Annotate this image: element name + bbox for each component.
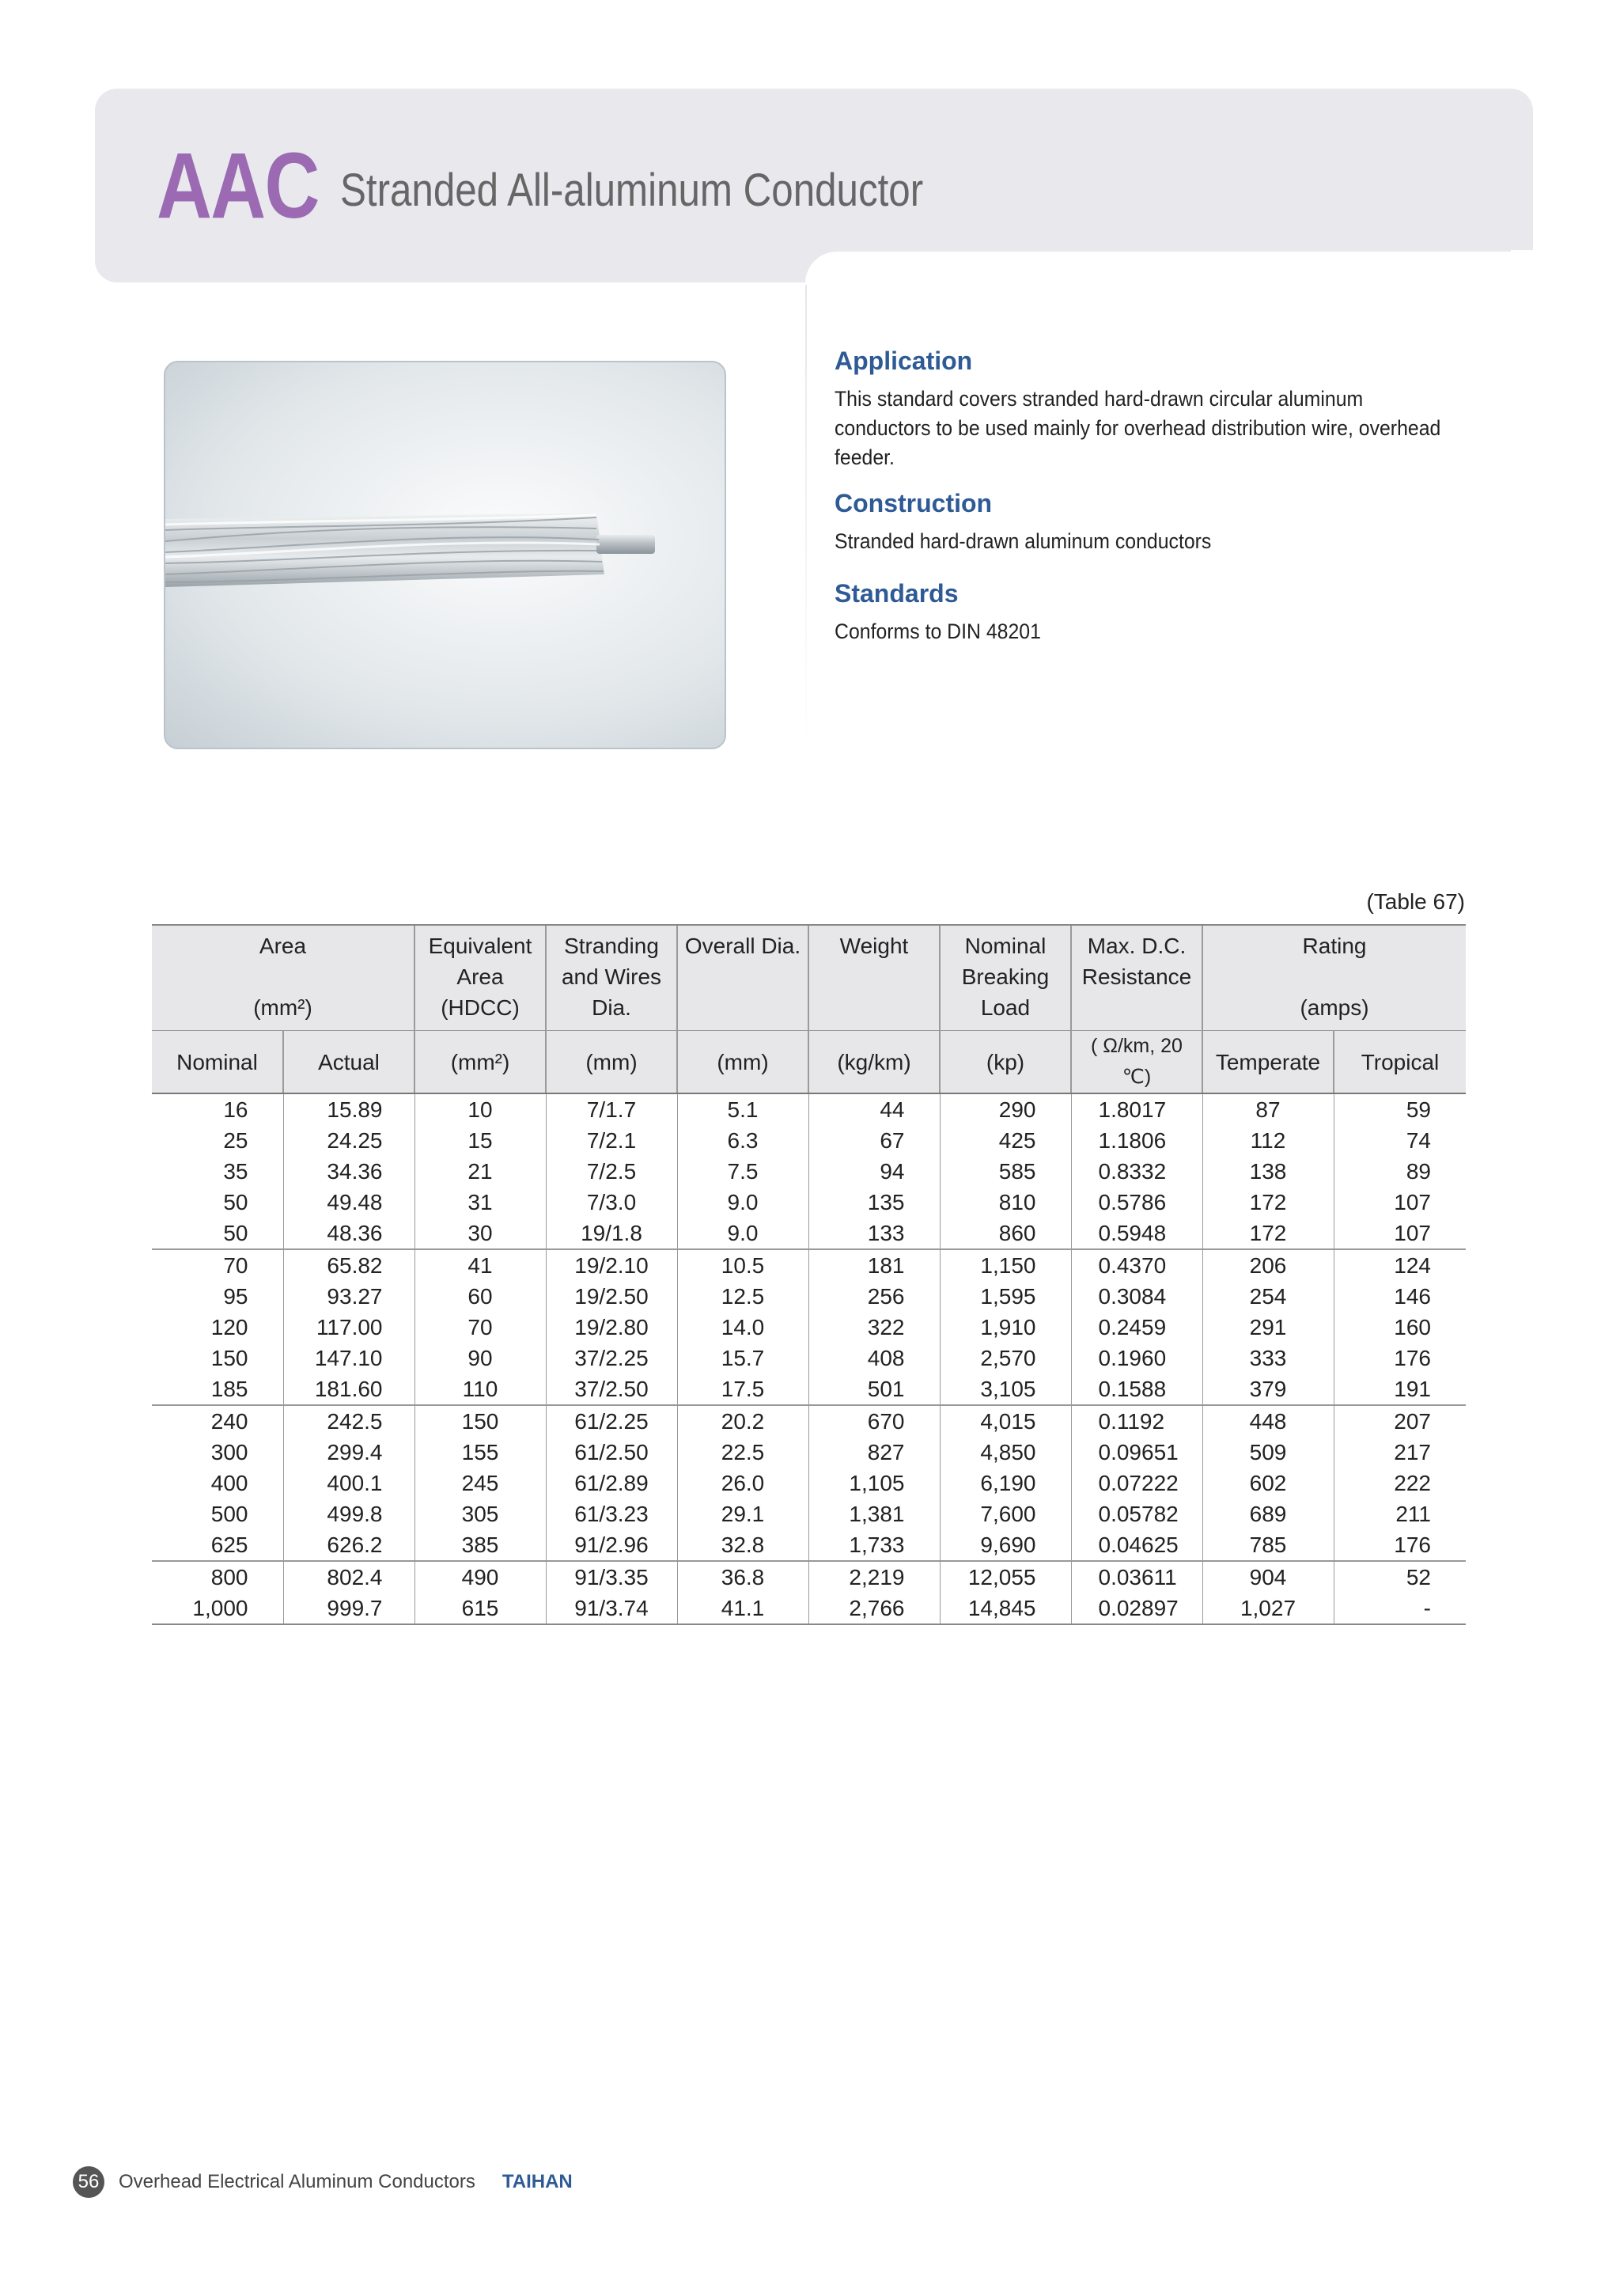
table-cell: 254 (1202, 1281, 1334, 1312)
area-header-label: Area (259, 934, 307, 958)
table-cell: 2,766 (808, 1593, 940, 1624)
conductor-illustration (165, 362, 725, 748)
table-cell: 14.0 (677, 1312, 808, 1343)
standards-heading: Standards (835, 579, 959, 608)
table-cell: 1,381 (808, 1498, 940, 1529)
equiv-unit: (mm²) (414, 1031, 546, 1094)
table-cell: 91/3.74 (546, 1593, 677, 1624)
application-heading: Application (835, 347, 973, 375)
table-cell: 425 (940, 1125, 1071, 1156)
breaking-unit: (kp) (940, 1031, 1071, 1094)
table-cell: 9.0 (677, 1218, 808, 1249)
table-cell: 59 (1334, 1093, 1466, 1125)
resistance-header: Max. D.C. Resistance (1071, 925, 1202, 1031)
table-cell: 5.1 (677, 1093, 808, 1125)
table-cell: 1.1806 (1071, 1125, 1202, 1156)
table-cell: 61/2.50 (546, 1437, 677, 1468)
table-cell: 19/1.8 (546, 1218, 677, 1249)
table-cell: 10 (414, 1093, 546, 1125)
table-cell: 499.8 (283, 1498, 414, 1529)
table-cell: 87 (1202, 1093, 1334, 1125)
table-cell: 1,105 (808, 1468, 940, 1498)
table-row (152, 1218, 1466, 1249)
table-cell: 0.4370 (1071, 1249, 1202, 1281)
table-cell: 12.5 (677, 1281, 808, 1312)
overall-dia-header: Overall Dia. (677, 925, 808, 1031)
table-cell: 185 (210, 1377, 248, 1401)
table-cell: 14,845 (940, 1593, 1071, 1624)
table-cell: 61/3.23 (546, 1498, 677, 1529)
table-cell: 408 (808, 1343, 940, 1373)
table-cell: 147.10 (283, 1343, 414, 1373)
table-cell: 7,600 (940, 1498, 1071, 1529)
nominal-header: Nominal (152, 1031, 283, 1094)
table-cell: 93.27 (283, 1281, 414, 1312)
table-cell: 1,733 (808, 1529, 940, 1561)
weight-header: Weight (808, 925, 940, 1031)
table-cell: 9,690 (940, 1529, 1071, 1561)
rating-unit: (amps) (1300, 995, 1369, 1020)
table-cell: 181.60 (283, 1373, 414, 1405)
table-cell: 35 (223, 1159, 248, 1184)
table-cell: 626.2 (283, 1529, 414, 1561)
table-cell: 21 (414, 1156, 546, 1187)
table-body (152, 1093, 1466, 1624)
table-cell: 0.07222 (1071, 1468, 1202, 1498)
table-cell: 60 (414, 1281, 546, 1312)
stranding-header: Stranding and Wires Dia. (546, 925, 677, 1031)
table-cell: 3,105 (940, 1373, 1071, 1405)
footer (73, 2166, 573, 2198)
temperate-header: Temperate (1202, 1031, 1334, 1094)
rating-header-label: Rating (1302, 934, 1367, 958)
table-cell: 17.5 (677, 1373, 808, 1405)
table-cell: 0.09651 (1071, 1437, 1202, 1468)
table-cell: 1,910 (940, 1312, 1071, 1343)
table-cell: 0.03611 (1071, 1561, 1202, 1593)
table-row (152, 1498, 1466, 1529)
table-cell: 12,055 (940, 1561, 1071, 1593)
table-cell: 31 (414, 1187, 546, 1218)
table-cell: 670 (808, 1405, 940, 1437)
table-cell: 107 (1334, 1218, 1466, 1249)
table-cell: - (1334, 1593, 1466, 1624)
table-cell: 15 (414, 1125, 546, 1156)
table-cell: 10.5 (677, 1249, 808, 1281)
table-cell: 112 (1202, 1125, 1334, 1156)
table-cell: 37/2.25 (546, 1343, 677, 1373)
table-cell: 0.5948 (1071, 1218, 1202, 1249)
table-cell: 124 (1334, 1249, 1466, 1281)
table-cell: 44 (808, 1093, 940, 1125)
table-cell: 91/2.96 (546, 1529, 677, 1561)
footer-brand: TAIHAN (502, 2171, 573, 2192)
resistance-unit: ( Ω/km, 20 ℃) (1071, 1031, 1202, 1094)
table-cell: 172 (1202, 1218, 1334, 1249)
table-cell: 34.36 (283, 1156, 414, 1187)
table-cell: 509 (1202, 1437, 1334, 1468)
header-row-units (152, 1031, 1466, 1094)
table-cell: 37/2.50 (546, 1373, 677, 1405)
table-cell: 110 (414, 1373, 546, 1405)
standards-text: Conforms to DIN 48201 (835, 619, 1041, 643)
page-number: 56 (73, 2166, 104, 2198)
table-cell: 172 (1202, 1187, 1334, 1218)
table-cell: 36.8 (677, 1561, 808, 1593)
table-cell: 135 (808, 1187, 940, 1218)
table-cell: 6.3 (677, 1125, 808, 1156)
table-cell: 95 (223, 1284, 248, 1309)
table-cell: 1.8017 (1071, 1093, 1202, 1125)
table-cell: 24.25 (283, 1125, 414, 1156)
table-cell: 501 (808, 1373, 940, 1405)
table-cell: 240 (152, 1405, 283, 1437)
table-cell: 4,850 (940, 1437, 1071, 1468)
table-cell: 150 (414, 1405, 546, 1437)
table-row (152, 1249, 1466, 1281)
table-cell: 7/3.0 (546, 1187, 677, 1218)
product-code: AAC (157, 134, 319, 238)
table-cell: 1,595 (940, 1281, 1071, 1312)
breaking-load-header: Nominal Breaking Load (940, 925, 1071, 1031)
table-cell: 322 (808, 1312, 940, 1343)
area-unit: (mm²) (253, 995, 312, 1020)
table-cell: 52 (1334, 1561, 1466, 1593)
table-cell: 67 (808, 1125, 940, 1156)
table-cell: 827 (808, 1437, 940, 1468)
table-cell: 800 (152, 1561, 283, 1593)
table-row (152, 1312, 1466, 1343)
tropical-header: Tropical (1334, 1031, 1466, 1094)
table-row (152, 1125, 1466, 1156)
table-cell: 1,027 (1202, 1593, 1334, 1624)
table-cell: 0.3084 (1071, 1281, 1202, 1312)
table-cell: 290 (940, 1093, 1071, 1125)
table-cell: 70 (414, 1312, 546, 1343)
actual-header: Actual (283, 1031, 414, 1094)
table-cell: 602 (1202, 1468, 1334, 1498)
table-cell: 19/2.80 (546, 1312, 677, 1343)
table-cell: 107 (1334, 1187, 1466, 1218)
table-row (152, 1373, 1466, 1405)
table-cell: 29.1 (677, 1498, 808, 1529)
table-cell: 160 (1334, 1312, 1466, 1343)
table-cell: 385 (414, 1529, 546, 1561)
table-cell: 7/2.5 (546, 1156, 677, 1187)
table-row (152, 1593, 1466, 1624)
table-cell: 300 (210, 1440, 248, 1464)
table-cell: 70 (152, 1249, 283, 1281)
table-cell: 206 (1202, 1249, 1334, 1281)
table-cell: 150 (210, 1346, 248, 1370)
table-cell: 4,015 (940, 1405, 1071, 1437)
table-cell: 448 (1202, 1405, 1334, 1437)
table-cell: 41 (414, 1249, 546, 1281)
table-row (152, 1468, 1466, 1498)
table-cell: 256 (808, 1281, 940, 1312)
table-row (152, 1093, 1466, 1125)
table-cell: 48.36 (283, 1218, 414, 1249)
table-cell: 181 (808, 1249, 940, 1281)
application-text: This standard covers stranded hard-drawn circular aluminum conductors to be used mainly for overhead distribution wire, overhead feeder. (835, 387, 1441, 469)
table-cell: 191 (1334, 1373, 1466, 1405)
table-cell: 22.5 (677, 1437, 808, 1468)
stranding-unit: (mm) (546, 1031, 677, 1094)
table-cell: 26.0 (677, 1468, 808, 1498)
table-cell: 211 (1334, 1498, 1466, 1529)
table-cell: 0.1192 (1071, 1405, 1202, 1437)
table-cell: 0.02897 (1071, 1593, 1202, 1624)
table-cell: 490 (414, 1561, 546, 1593)
table-cell: 41.1 (677, 1593, 808, 1624)
table-cell: 904 (1202, 1561, 1334, 1593)
area-header (152, 925, 414, 1031)
table-cell: 299.4 (283, 1437, 414, 1468)
table-cell: 120 (210, 1315, 248, 1339)
table-cell: 91/3.35 (546, 1561, 677, 1593)
table-cell: 94 (808, 1156, 940, 1187)
table-cell: 19/2.50 (546, 1281, 677, 1312)
table-cell: 810 (940, 1187, 1071, 1218)
table-cell: 0.8332 (1071, 1156, 1202, 1187)
table-cell: 19/2.10 (546, 1249, 677, 1281)
footer-text: Overhead Electrical Aluminum Conductors (119, 2171, 475, 2192)
table-row (152, 1437, 1466, 1468)
table-cell: 61/2.89 (546, 1468, 677, 1498)
table-cell: 49.48 (283, 1187, 414, 1218)
table-cell: 500 (210, 1502, 248, 1526)
table-cell: 0.1960 (1071, 1343, 1202, 1373)
table-cell: 305 (414, 1498, 546, 1529)
table-cell: 15.89 (283, 1093, 414, 1125)
table-row (152, 1281, 1466, 1312)
table-cell: 6,190 (940, 1468, 1071, 1498)
header-cover (1511, 250, 1542, 297)
table-cell: 1,150 (940, 1249, 1071, 1281)
table-cell: 9.0 (677, 1187, 808, 1218)
table-cell: 245 (414, 1468, 546, 1498)
construction-text: Stranded hard-drawn aluminum conductors (835, 529, 1212, 553)
table-cell: 155 (414, 1437, 546, 1468)
table-cell: 217 (1334, 1437, 1466, 1468)
table-cell: 625 (210, 1533, 248, 1557)
specification-table (152, 924, 1466, 1625)
table-cell: 999.7 (283, 1593, 414, 1624)
construction-heading: Construction (835, 489, 993, 517)
product-title: Stranded All-aluminum Conductor (340, 165, 924, 216)
table-cell: 802.4 (283, 1561, 414, 1593)
equivalent-area-header: Equivalent Area (HDCC) (414, 925, 546, 1031)
rating-header (1202, 925, 1466, 1031)
table-cell: 133 (808, 1218, 940, 1249)
table-cell: 222 (1334, 1468, 1466, 1498)
table-cell: 785 (1202, 1529, 1334, 1561)
table-cell: 117.00 (283, 1312, 414, 1343)
table-caption: (Table 67) (1366, 889, 1465, 914)
weight-unit: (kg/km) (808, 1031, 940, 1094)
table-cell: 0.05782 (1071, 1498, 1202, 1529)
table-cell: 242.5 (283, 1405, 414, 1437)
table-cell: 16 (223, 1097, 248, 1122)
table-cell: 291 (1202, 1312, 1334, 1343)
table-row (152, 1405, 1466, 1437)
table-cell: 0.04625 (1071, 1529, 1202, 1561)
table-cell: 32.8 (677, 1529, 808, 1561)
table-cell: 2,570 (940, 1343, 1071, 1373)
table-cell: 2,219 (808, 1561, 940, 1593)
table-cell: 585 (940, 1156, 1071, 1187)
table-cell: 7/1.7 (546, 1093, 677, 1125)
table-cell: 0.1588 (1071, 1373, 1202, 1405)
table-cell: 400 (210, 1471, 248, 1495)
conductor-photo (164, 361, 726, 749)
table-row (152, 1187, 1466, 1218)
table-cell: 0.2459 (1071, 1312, 1202, 1343)
table-row (152, 1156, 1466, 1187)
header-tab (805, 252, 1533, 299)
table-cell: 50 (223, 1190, 248, 1214)
table-row (152, 1343, 1466, 1373)
table-cell: 615 (414, 1593, 546, 1624)
table-cell: 90 (414, 1343, 546, 1373)
table-cell: 50 (223, 1221, 248, 1245)
table-cell: 89 (1334, 1156, 1466, 1187)
table-cell: 0.5786 (1071, 1187, 1202, 1218)
header-row-main (152, 925, 1466, 1031)
table-cell: 20.2 (677, 1405, 808, 1437)
table-cell: 74 (1334, 1125, 1466, 1156)
overall-unit: (mm) (677, 1031, 808, 1094)
table-cell: 61/2.25 (546, 1405, 677, 1437)
table-cell: 176 (1334, 1529, 1466, 1561)
table-cell: 176 (1334, 1343, 1466, 1373)
table-cell: 30 (414, 1218, 546, 1249)
table-cell: 7.5 (677, 1156, 808, 1187)
divider-line (805, 285, 807, 752)
table-cell: 333 (1202, 1343, 1334, 1373)
table-cell: 400.1 (283, 1468, 414, 1498)
table-row (152, 1561, 1466, 1593)
table-cell: 860 (940, 1218, 1071, 1249)
table-cell: 379 (1202, 1373, 1334, 1405)
table-cell: 15.7 (677, 1343, 808, 1373)
table-cell: 689 (1202, 1498, 1334, 1529)
table-cell: 65.82 (283, 1249, 414, 1281)
table-cell: 1,000 (152, 1593, 283, 1624)
table-cell: 146 (1334, 1281, 1466, 1312)
table-cell: 25 (223, 1128, 248, 1153)
table-row (152, 1529, 1466, 1561)
table-cell: 207 (1334, 1405, 1466, 1437)
table-cell: 7/2.1 (546, 1125, 677, 1156)
table-cell: 138 (1202, 1156, 1334, 1187)
